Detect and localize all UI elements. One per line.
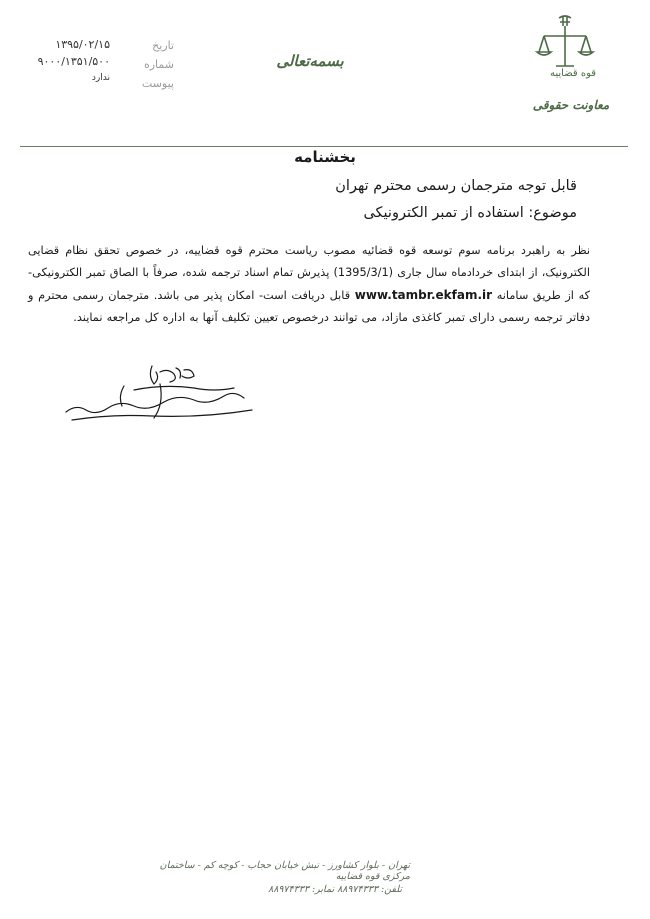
subject-line: موضوع: استفاده از تمبر الکترونیکی bbox=[363, 205, 577, 221]
website-link[interactable]: www.tambr.ekfam.ir bbox=[354, 288, 493, 302]
date-value: ۱۳۹۵/۰۲/۱۵ bbox=[55, 38, 110, 51]
body-text-part1: نظر به راهبرد برنامه سوم توسعه قوه قضائیه مصوب ریاست محترم قوه قضاییه، در خصوص تحقق نظام قضایی الکترونیک، از ابتدای خردادماه سال جاری (1395/3/1) پذیرش تمام اسناد ترجمه شده، صرفاً با الصاق تمبر الکترونیکی- که از طریق سامانه bbox=[28, 244, 591, 302]
judiciary-name: قوه قضاییه bbox=[549, 68, 597, 79]
number-label: شماره bbox=[143, 58, 174, 71]
attachment-value: ندارد bbox=[91, 73, 110, 83]
meta-values bbox=[10, 36, 110, 87]
bismillah: بسمه‌تعالی bbox=[276, 52, 344, 70]
attachment-label: پیوست bbox=[141, 77, 174, 90]
header-divider bbox=[20, 146, 628, 147]
number-value: ۹۰۰۰/۱۳۵۱/۵۰۰ bbox=[37, 55, 110, 68]
letter-title: بخشنامه bbox=[294, 148, 356, 166]
footer-phone: تلفن: ۸۸۹۷۴۳۳۳ نمابر: ۸۸۹۷۴۳۳۳ bbox=[268, 884, 402, 895]
deputy-name: معاونت حقوقی bbox=[532, 98, 610, 112]
date-label: تاریخ bbox=[152, 39, 174, 52]
addressee: قابل توجه مترجمان رسمی محترم تهران bbox=[335, 178, 577, 194]
document-meta bbox=[10, 36, 174, 96]
signature bbox=[64, 358, 294, 433]
meta-labels bbox=[122, 36, 174, 93]
body-text-part2: قابل دریافت است- امکان پذیر می باشد. مترجمان رسمی محترم و دفاتر ترجمه رسمی دارای تمبر کاغذی مازاد، می توانند درخصوص تعیین تکلیف آنها به اداره کل مراجعه نمایند. bbox=[28, 289, 590, 324]
letter-body bbox=[28, 240, 590, 329]
footer-address: تهران - بلوار کشاورز - نبش خیابان حجاب - کوچه کم - ساختمان مرکزی قوه قضاییه bbox=[159, 860, 410, 882]
